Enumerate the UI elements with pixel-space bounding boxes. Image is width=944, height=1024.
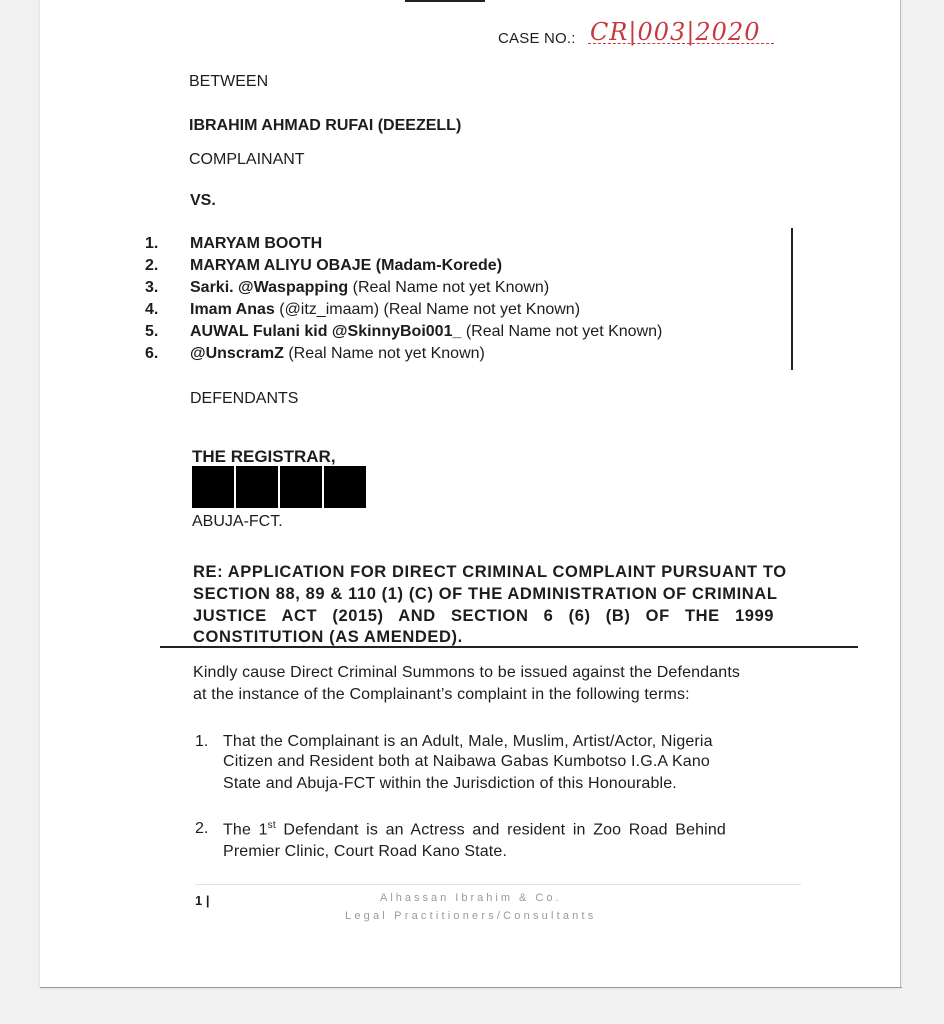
defendant-item	[190, 279, 549, 297]
defendant-note: (Real Name not yet Known)	[352, 279, 550, 296]
redaction-box	[192, 466, 234, 508]
intro-line: at the instance of the Complainant’s complaint in the following terms:	[193, 686, 690, 703]
defendant-number: 4.	[145, 301, 159, 318]
footer-firm-name: Alhassan Ibrahim & Co.	[380, 892, 562, 904]
page-edge-right	[900, 0, 901, 988]
defendant-name: MARYAM ALIYU OBAJE (Madam-Korede)	[190, 257, 503, 274]
defendant-item	[190, 301, 580, 319]
defendants-bracket	[791, 228, 793, 370]
defendant-item	[190, 235, 322, 253]
item-line: Premier Clinic, Court Road Kano State.	[223, 843, 508, 860]
item-line: Citizen and Resident both at Naibawa Gabas Kumbotso I.G.A Kano	[223, 753, 710, 770]
footer-rule	[195, 884, 801, 885]
redaction-box	[280, 466, 322, 508]
addressee-title: THE REGISTRAR,	[192, 447, 336, 466]
item-number: 1.	[195, 733, 209, 750]
document-page	[40, 0, 900, 988]
item-line: That the Complainant is an Adult, Male, Muslim, Artist/Actor, Nigeria	[223, 733, 713, 750]
defendant-note: (Real Name not yet Known)	[465, 323, 663, 340]
item-line: State and Abuja-FCT within the Jurisdiction of this Honourable.	[223, 775, 677, 792]
redaction-box	[324, 466, 366, 508]
defendant-name: MARYAM BOOTH	[190, 235, 323, 252]
complainant-name: IBRAHIM AHMAD RUFAI (DEEZELL)	[189, 117, 462, 134]
defendant-number: 1.	[145, 235, 159, 252]
complainant-label: COMPLAINANT	[189, 151, 305, 168]
defendant-item	[190, 345, 485, 363]
ordinal-suffix: st	[267, 820, 276, 831]
defendant-name: @UnscramZ	[190, 345, 284, 362]
section-divider	[160, 646, 858, 648]
item-number: 2.	[195, 820, 209, 837]
defendant-note: (Real Name not yet Known)	[288, 345, 485, 362]
intro-line: Kindly cause Direct Criminal Summons to be issued against the Defendants	[193, 664, 741, 681]
defendant-number: 2.	[145, 257, 159, 274]
subject-line: JUSTICE ACT (2015) AND SECTION 6 (6) (B) OF THE 1999	[193, 607, 775, 625]
defendant-number: 6.	[145, 345, 159, 362]
case-number-handwritten: CR|003|2020	[590, 18, 761, 46]
versus-label: VS.	[190, 192, 216, 209]
defendant-note: (@itz_imaam) (Real Name not yet Known)	[279, 301, 581, 318]
between-label: BETWEEN	[189, 73, 269, 90]
item-line	[223, 820, 726, 839]
top-rule	[405, 0, 485, 2]
page-edge-bottom	[40, 987, 902, 988]
defendant-number: 5.	[145, 323, 159, 340]
case-number-underline	[588, 43, 774, 44]
item-text: Defendant is an Actress and resident in Zoo Road Behind	[275, 821, 726, 839]
redaction-box	[236, 466, 278, 508]
defendant-name: Imam Anas	[190, 301, 275, 318]
subject-line: RE: APPLICATION FOR DIRECT CRIMINAL COMPLAINT PURSUANT TO	[193, 563, 787, 581]
subject-line: SECTION 88, 89 & 110 (1) (C) OF THE ADMINISTRATION OF CRIMINAL	[193, 585, 778, 603]
defendant-item	[190, 257, 502, 275]
footer-firm-subtitle: Legal Practitioners/Consultants	[345, 910, 597, 922]
item-text: The 1	[223, 821, 268, 839]
defendant-name: Sarki. @Waspapping	[190, 279, 349, 296]
defendant-item	[190, 323, 662, 341]
defendant-number: 3.	[145, 279, 159, 296]
subject-line: CONSTITUTION (AS AMENDED).	[193, 628, 463, 646]
addressee-location: ABUJA-FCT.	[192, 513, 283, 530]
defendant-name: AUWAL Fulani kid @SkinnyBoi001_	[190, 323, 462, 340]
page-number: 1 |	[195, 893, 210, 908]
defendants-label: DEFENDANTS	[190, 390, 299, 407]
case-number-label: CASE NO.:	[498, 30, 576, 47]
